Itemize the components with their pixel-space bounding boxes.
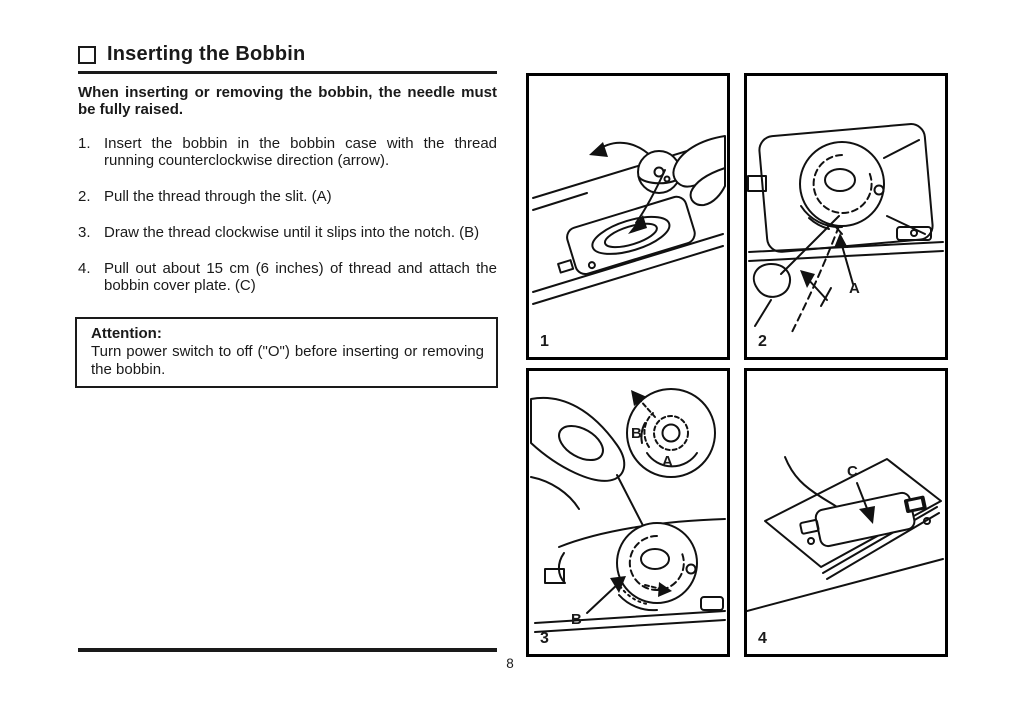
figure-label-a: A — [849, 280, 860, 297]
step-text: Pull out about 15 cm (6 inches) of thread and attach the bobbin cover plate. (C) — [104, 260, 497, 294]
figure-number: 2 — [758, 333, 767, 350]
figure-number: 3 — [540, 630, 549, 647]
figure-panel-1 — [526, 73, 730, 360]
figure-number: 4 — [758, 630, 767, 647]
attention-title: Attention: — [91, 325, 162, 342]
figure-panel-4 — [744, 368, 948, 657]
page-heading — [78, 43, 497, 66]
list-item-3 — [78, 224, 497, 241]
step-text: Insert the bobbin in the bobbin case with the thread running counterclockwise direction (arrow). — [104, 135, 497, 169]
figure-panel-3 — [526, 368, 730, 657]
instruction-list — [78, 135, 497, 313]
checkbox-icon — [78, 46, 96, 64]
figure-panel-2 — [744, 73, 948, 360]
figure-inset-label-a: A — [662, 453, 673, 470]
attention-box — [75, 317, 498, 388]
page-title: Inserting the Bobbin — [107, 43, 306, 65]
step-number: 1. — [78, 135, 91, 152]
step-number: 3. — [78, 224, 91, 241]
page-number: 8 — [506, 656, 514, 671]
intro-text: When inserting or removing the bobbin, the needle must be fully raised. — [78, 84, 497, 118]
list-item-1 — [78, 135, 497, 169]
figure-2-illustration — [747, 76, 945, 357]
figure-number: 1 — [540, 333, 549, 350]
step-text: Pull the thread through the slit. (A) — [104, 188, 332, 205]
list-item-2 — [78, 188, 497, 205]
title-underline-rule — [78, 71, 497, 74]
attention-text: Turn power switch to off ("O") before inserting or removing the bobbin. — [91, 343, 484, 378]
list-item-4 — [78, 260, 497, 294]
figure-3-illustration — [529, 371, 727, 654]
figure-4-illustration — [747, 371, 945, 654]
step-number: 4. — [78, 260, 91, 277]
footer-rule — [78, 648, 497, 652]
step-number: 2. — [78, 188, 91, 205]
figure-label-c: C — [847, 463, 858, 480]
step-text: Draw the thread clockwise until it slips into the notch. (B) — [104, 224, 480, 241]
figure-inset-label-b: B — [631, 425, 642, 442]
figure-label-b: B — [571, 611, 582, 628]
figure-1-illustration — [529, 76, 727, 357]
